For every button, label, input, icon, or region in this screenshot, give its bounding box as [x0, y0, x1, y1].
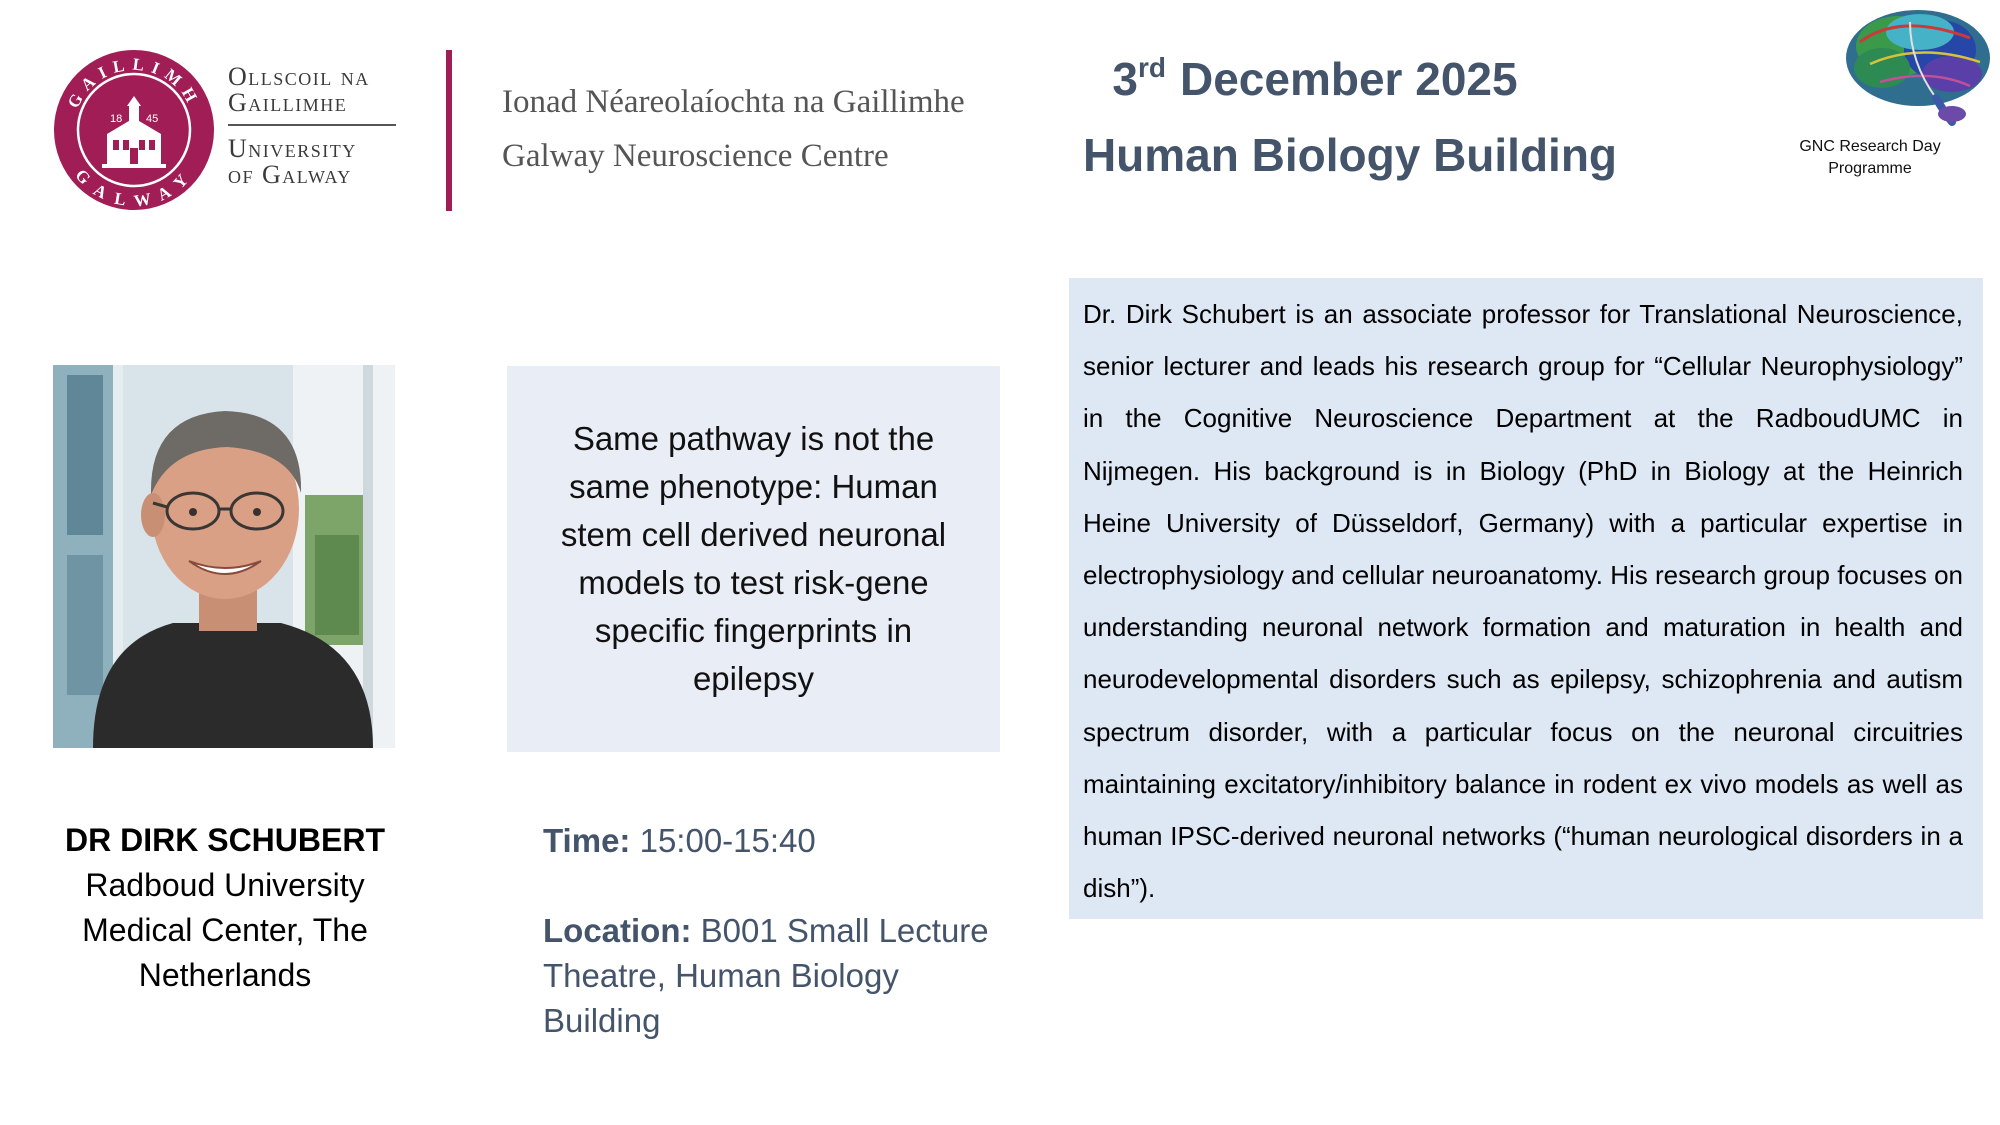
event-date	[1090, 52, 1540, 106]
location-label: Location:	[543, 912, 692, 949]
wordmark-rule	[228, 124, 396, 126]
talk-title-box	[507, 366, 1000, 752]
badge-caption: GNC Research Day Programme	[1799, 138, 1941, 177]
date-suffix: rd	[1138, 52, 1166, 83]
wordmark-line: Ollscoil na	[228, 62, 370, 91]
location-line	[543, 908, 1013, 1043]
event-building: Human Biology Building	[1082, 129, 1618, 181]
talk-title: Same pathway is not the same phenotype: Human stem cell derived neuronal models to test risk-gene specific fingerprints in epilepsy	[560, 420, 947, 697]
centre-name-english: Galway Neuroscience Centre	[502, 138, 889, 174]
time-label: Time:	[543, 822, 631, 859]
date-rest: December 2025	[1180, 53, 1518, 105]
speaker-name: DR DIRK SCHUBERT	[65, 822, 385, 858]
brain-tractography-icon	[1840, 2, 1995, 127]
seal-year-left: 18	[110, 113, 123, 125]
schedule-block	[543, 818, 1013, 1043]
wordmark-line: University	[228, 134, 357, 163]
speaker-portrait	[53, 365, 395, 748]
university-wordmark	[228, 64, 408, 188]
location-value: B001 Small Lecture Theatre, Human Biology Building	[543, 912, 989, 1039]
seal-top-word: GAILLIMH	[63, 54, 205, 112]
centre-name-irish: Ionad Néareolaíochta na Gaillimhe	[502, 84, 965, 120]
wordmark-line: Gaillimhe	[228, 88, 348, 117]
speaker-bio: Dr. Dirk Schubert is an associate professor for Translational Neuroscience, senior lecturer and leads his research group for “Cellular Neurophysiology” in the Cognitive Neuroscience Department at the RadboudUMC in Nijmegen. His background is in Biology (PhD in Biology at the Heinrich Heine University of Düsseldorf, Germany) with a particular expertise in electrophysiology and cellular neuroanatomy. His research group focuses on understanding neuronal network formation and maturation in health and neurodevelopmental disorders such as epilepsy, schizophrenia and autism spectrum disorder, with a particular focus on the neuronal circuitries maintaining excitatory/inhibitory balance in rodent ex vivo models as well as human IPSC-derived neuronal networks (“human neurological disorders in a dish”).	[1083, 299, 1963, 904]
time-value: 15:00-15:40	[639, 822, 816, 859]
header-divider	[446, 50, 452, 211]
speaker-affiliation: Radboud University Medical Center, The Netherlands	[82, 867, 368, 993]
seal-year-right: 45	[146, 113, 159, 125]
wordmark-line: of Galway	[228, 160, 352, 189]
time-line	[543, 818, 1013, 863]
date-day: 3	[1112, 53, 1138, 105]
speaker-bio-box	[1069, 278, 1983, 919]
seal-bottom-word: GALWAY	[71, 165, 197, 211]
university-seal-icon	[52, 48, 216, 212]
speaker-block	[40, 818, 410, 998]
